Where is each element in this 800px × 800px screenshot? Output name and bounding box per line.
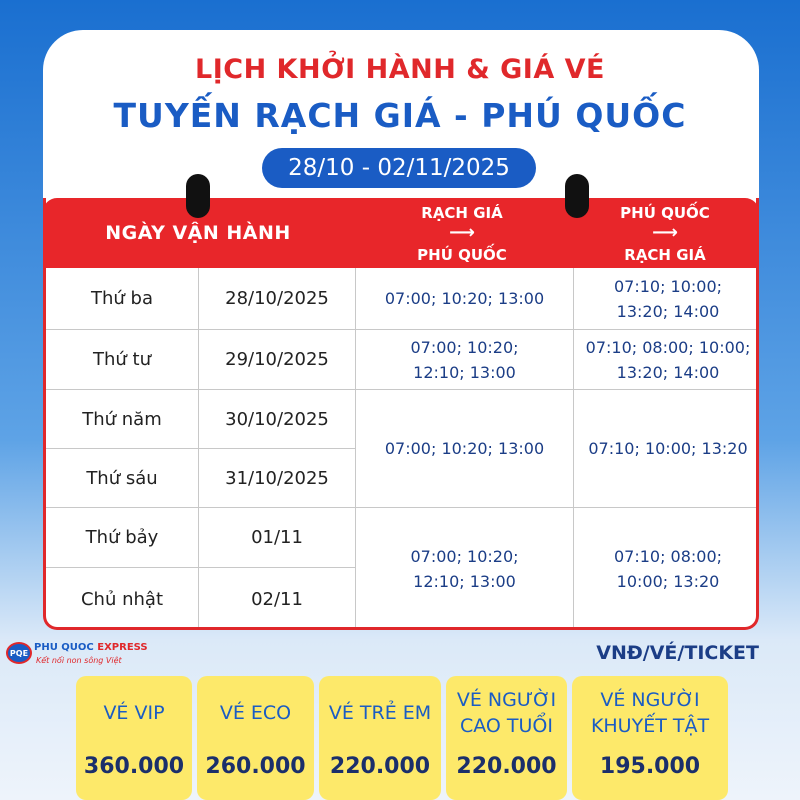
- date-cell: 29/10/2025: [199, 330, 356, 390]
- price-label: [446, 676, 567, 750]
- date-cell: 28/10/2025: [199, 268, 356, 330]
- route-from: RẠCH GIÁ: [421, 204, 503, 222]
- day-cell: Thứ năm: [46, 390, 199, 449]
- time-text: 07:00; 10:20; 13:00: [384, 289, 545, 308]
- time-text: 12:10; 13:00: [413, 362, 516, 382]
- price-label-line: VÉ NGƯỜI: [600, 689, 700, 711]
- calendar-ring-icon: [186, 174, 210, 218]
- price-label: [197, 676, 314, 750]
- date-cell: 30/10/2025: [199, 390, 356, 449]
- route-header-phuquoc-rachgia: [571, 198, 759, 268]
- day-cell: Thứ ba: [46, 268, 199, 330]
- time-text: 07:10; 08:00;: [613, 547, 723, 566]
- price-label: [319, 676, 441, 750]
- date-cell: 02/11: [199, 568, 356, 630]
- day-cell: Thứ bảy: [46, 508, 199, 568]
- price-label: [572, 676, 728, 750]
- day-cell: Thứ tư: [46, 330, 199, 390]
- brand-tagline: Kết nối non sông Việt: [36, 656, 122, 665]
- day-cell: Thứ sáu: [46, 449, 199, 508]
- calendar-ring-icon: [565, 174, 589, 218]
- price-card-eco: [197, 676, 314, 800]
- time-cell-rachgia-phuquoc: [356, 330, 574, 390]
- time-text: 10:00; 13:20: [616, 572, 720, 591]
- price-label-line: VÉ VIP: [103, 702, 165, 724]
- page-title: LỊCH KHỞI HÀNH & GIÁ VÉ: [195, 54, 605, 85]
- arrow-right-icon: ⟶: [449, 222, 475, 243]
- brand-name-part1: PHU QUOC: [34, 642, 98, 653]
- route-to: PHÚ QUỐC: [417, 246, 507, 264]
- route-title: TUYẾN RẠCH GIÁ - PHÚ QUỐC: [113, 96, 687, 135]
- currency-unit: VNĐ/VÉ/TICKET: [596, 642, 759, 664]
- brand-logo: [6, 640, 166, 670]
- time-text: 07:00; 10:20; 13:00: [384, 439, 545, 458]
- time-text: 13:20; 14:00: [616, 362, 720, 382]
- time-cell-phuquoc-rachgia: [574, 390, 759, 508]
- time-text: 07:00; 10:20;: [410, 337, 519, 357]
- price-label: [76, 676, 192, 750]
- operating-day-header: NGÀY VẬN HÀNH: [105, 222, 291, 244]
- time-text: 07:10; 10:00;: [613, 276, 723, 296]
- time-cell-phuquoc-rachgia: [574, 330, 759, 390]
- price-label-line: VÉ ECO: [219, 702, 292, 724]
- time-text: 07:10; 10:00; 13:20: [588, 439, 748, 458]
- price-label-line: VÉ NGƯỜI: [456, 689, 557, 711]
- price-card-disabled: [572, 676, 728, 800]
- route-to: RẠCH GIÁ: [624, 246, 706, 264]
- price-label-line: VÉ TRẺ EM: [328, 702, 432, 724]
- time-text: 07:00; 10:20;: [410, 547, 519, 566]
- date-cell: 01/11: [199, 508, 356, 568]
- price-value: 220.000: [456, 754, 557, 779]
- price-value: 360.000: [83, 754, 185, 779]
- price-value: 195.000: [599, 754, 701, 779]
- date-range-badge: 28/10 - 02/11/2025: [262, 148, 536, 188]
- time-cell-rachgia-phuquoc: [356, 390, 574, 508]
- time-cell-phuquoc-rachgia: [574, 508, 759, 630]
- price-label-line: CAO TUỔI: [459, 715, 553, 737]
- time-text: 12:10; 13:00: [413, 572, 516, 591]
- price-value: 220.000: [329, 754, 431, 779]
- price-value: 260.000: [205, 754, 306, 779]
- price-card-vip: [76, 676, 192, 800]
- time-cell-phuquoc-rachgia: [574, 268, 759, 330]
- date-cell: 31/10/2025: [199, 449, 356, 508]
- brand-name-part2: EXPRESS: [97, 642, 148, 653]
- day-cell: Chủ nhật: [46, 568, 199, 630]
- route-from: PHÚ QUỐC: [620, 204, 710, 222]
- logo-icon: PQE: [6, 642, 32, 664]
- price-card-child: [319, 676, 441, 800]
- route-header-rachgia-phuquoc: [363, 198, 561, 268]
- price-label-line: KHUYẾT TẬT: [590, 715, 710, 737]
- brand-name: [34, 642, 148, 653]
- time-cell-rachgia-phuquoc: [356, 508, 574, 630]
- time-text: 13:20; 14:00: [616, 301, 720, 321]
- arrow-right-icon: ⟶: [652, 222, 678, 243]
- table-header: [43, 198, 759, 268]
- price-card-senior: [446, 676, 567, 800]
- time-cell-rachgia-phuquoc: [356, 268, 574, 330]
- time-text: 07:10; 08:00; 10:00;: [585, 337, 751, 357]
